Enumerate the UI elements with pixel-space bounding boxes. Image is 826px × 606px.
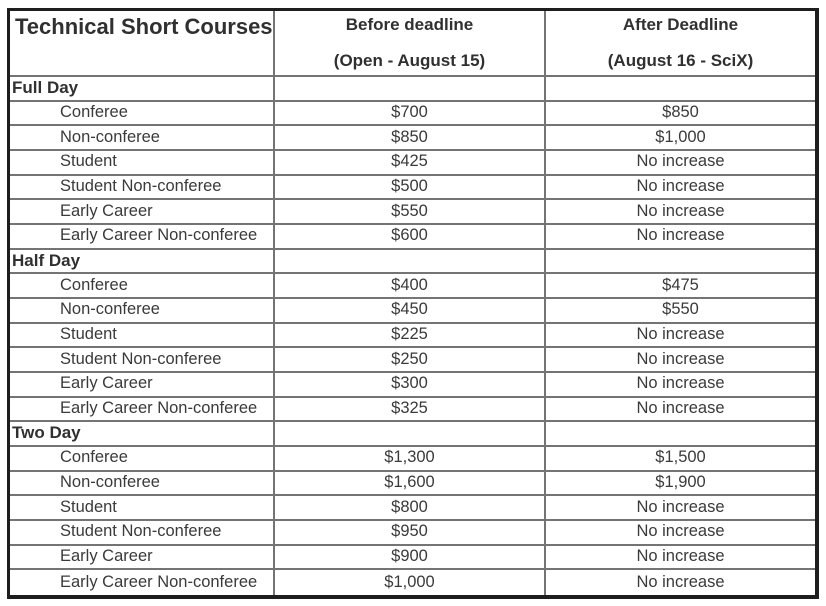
- before-price-cell: [275, 274, 546, 299]
- section-label: Full Day: [12, 78, 79, 98]
- after-price-value: $1,900: [655, 473, 706, 492]
- row-label: Conferee: [60, 103, 128, 122]
- after-price-cell: [546, 151, 815, 176]
- after-price-cell: [546, 225, 815, 250]
- row-label-cell-student: [10, 496, 275, 521]
- after-price-value: No increase: [636, 325, 725, 344]
- section-empty-cell: [275, 250, 546, 275]
- before-price-value: $850: [391, 127, 428, 146]
- after-price-value: $550: [662, 300, 699, 319]
- after-price-value: $850: [662, 103, 699, 122]
- before-price-cell: [275, 102, 546, 127]
- row-label: Student: [60, 152, 117, 171]
- before-price-value: $800: [391, 497, 428, 516]
- row-label-cell-non-conferee: [10, 126, 275, 151]
- after-price-cell: [546, 521, 815, 546]
- before-price-cell: [275, 447, 546, 472]
- pricing-table: [7, 8, 819, 599]
- before-price-value: $250: [391, 349, 428, 368]
- before-price-cell: [275, 521, 546, 546]
- after-price-cell: [546, 176, 815, 201]
- section-label: Half Day: [12, 250, 81, 270]
- row-label-cell-early-career: [10, 546, 275, 571]
- before-price-value: $1,000: [384, 572, 435, 591]
- before-price-value: $1,300: [384, 448, 435, 467]
- column-header-after-deadline: [546, 11, 815, 77]
- before-price-cell: [275, 570, 546, 595]
- after-price-value: No increase: [636, 547, 725, 566]
- row-label: Student: [60, 325, 117, 344]
- after-price-cell: [546, 299, 815, 324]
- row-label: Early Career Non-conferee: [60, 399, 258, 418]
- after-deadline-label: After Deadline: [622, 15, 739, 34]
- before-price-cell: [275, 225, 546, 250]
- before-price-value: $225: [391, 325, 428, 344]
- after-price-cell: [546, 496, 815, 521]
- before-price-value: $950: [391, 522, 428, 541]
- before-price-cell: [275, 126, 546, 151]
- after-price-cell: [546, 472, 815, 497]
- after-price-cell: [546, 200, 815, 225]
- table-title-cell: [10, 11, 275, 77]
- after-price-value: No increase: [636, 399, 725, 418]
- before-price-value: $700: [391, 103, 428, 122]
- pricing-table-grid: [10, 11, 815, 595]
- after-price-cell: [546, 398, 815, 423]
- after-price-value: No increase: [636, 201, 725, 220]
- row-label: Conferee: [60, 448, 128, 467]
- before-price-value: $600: [391, 226, 428, 245]
- before-price-value: $1,600: [384, 473, 435, 492]
- before-price-value: $400: [391, 275, 428, 294]
- row-label-cell-early-career-non-conferee: [10, 570, 275, 595]
- row-label: Early Career Non-conferee: [60, 572, 258, 591]
- before-price-value: $450: [391, 300, 428, 319]
- before-price-value: $500: [391, 177, 428, 196]
- row-label-cell-non-conferee: [10, 472, 275, 497]
- before-price-cell: [275, 299, 546, 324]
- after-price-value: No increase: [636, 152, 725, 171]
- column-header-before-deadline: [275, 11, 546, 77]
- after-price-value: No increase: [636, 572, 725, 591]
- row-label-cell-early-career-non-conferee: [10, 225, 275, 250]
- before-price-cell: [275, 348, 546, 373]
- after-price-value: No increase: [636, 226, 725, 245]
- row-label-cell-conferee: [10, 274, 275, 299]
- after-price-cell: [546, 373, 815, 398]
- after-price-value: No increase: [636, 497, 725, 516]
- after-price-cell: [546, 447, 815, 472]
- section-header-full-day: [10, 77, 275, 102]
- after-price-cell: [546, 324, 815, 349]
- after-price-value: $1,000: [655, 127, 706, 146]
- before-price-value: $900: [391, 547, 428, 566]
- row-label-cell-early-career: [10, 200, 275, 225]
- row-label: Student Non-conferee: [60, 177, 222, 196]
- before-price-cell: [275, 496, 546, 521]
- before-price-cell: [275, 324, 546, 349]
- row-label: Student Non-conferee: [60, 349, 222, 368]
- section-header-half-day: [10, 250, 275, 275]
- before-price-cell: [275, 151, 546, 176]
- before-deadline-dates: (Open - August 15): [333, 50, 486, 70]
- section-empty-cell: [546, 250, 815, 275]
- row-label-cell-student-non-conferee: [10, 348, 275, 373]
- section-empty-cell: [546, 422, 815, 447]
- before-price-cell: [275, 200, 546, 225]
- section-empty-cell: [275, 77, 546, 102]
- after-price-value: No increase: [636, 177, 725, 196]
- after-price-value: No increase: [636, 522, 725, 541]
- row-label-cell-student-non-conferee: [10, 176, 275, 201]
- after-price-value: No increase: [636, 374, 725, 393]
- after-price-cell: [546, 348, 815, 373]
- row-label: Early Career: [60, 547, 153, 566]
- before-price-value: $425: [391, 152, 428, 171]
- row-label: Early Career: [60, 374, 153, 393]
- before-price-cell: [275, 546, 546, 571]
- row-label: Conferee: [60, 275, 128, 294]
- row-label-cell-student-non-conferee: [10, 521, 275, 546]
- after-price-value: $1,500: [655, 448, 706, 467]
- before-price-value: $325: [391, 399, 428, 418]
- row-label-cell-early-career: [10, 373, 275, 398]
- row-label-cell-student: [10, 151, 275, 176]
- before-price-cell: [275, 398, 546, 423]
- before-price-cell: [275, 472, 546, 497]
- after-price-cell: [546, 102, 815, 127]
- row-label: Early Career: [60, 201, 153, 220]
- row-label-cell-conferee: [10, 102, 275, 127]
- section-header-two-day: [10, 422, 275, 447]
- section-empty-cell: [546, 77, 815, 102]
- before-deadline-label: Before deadline: [345, 15, 474, 34]
- row-label-cell-student: [10, 324, 275, 349]
- row-label: Non-conferee: [60, 300, 160, 319]
- row-label: Student: [60, 497, 117, 516]
- table-title: Technical Short Courses: [15, 14, 273, 39]
- row-label-cell-non-conferee: [10, 299, 275, 324]
- row-label: Early Career Non-conferee: [60, 226, 258, 245]
- after-deadline-dates: (August 16 - SciX): [607, 50, 754, 70]
- row-label: Non-conferee: [60, 473, 160, 492]
- before-price-value: $550: [391, 201, 428, 220]
- section-empty-cell: [275, 422, 546, 447]
- after-price-cell: [546, 570, 815, 595]
- after-price-cell: [546, 126, 815, 151]
- before-price-value: $300: [391, 374, 428, 393]
- before-price-cell: [275, 373, 546, 398]
- before-price-cell: [275, 176, 546, 201]
- after-price-value: No increase: [636, 349, 725, 368]
- row-label-cell-early-career-non-conferee: [10, 398, 275, 423]
- row-label: Student Non-conferee: [60, 522, 222, 541]
- after-price-value: $475: [662, 275, 699, 294]
- row-label: Non-conferee: [60, 127, 160, 146]
- row-label-cell-conferee: [10, 447, 275, 472]
- after-price-cell: [546, 274, 815, 299]
- after-price-cell: [546, 546, 815, 571]
- section-label: Two Day: [12, 423, 81, 443]
